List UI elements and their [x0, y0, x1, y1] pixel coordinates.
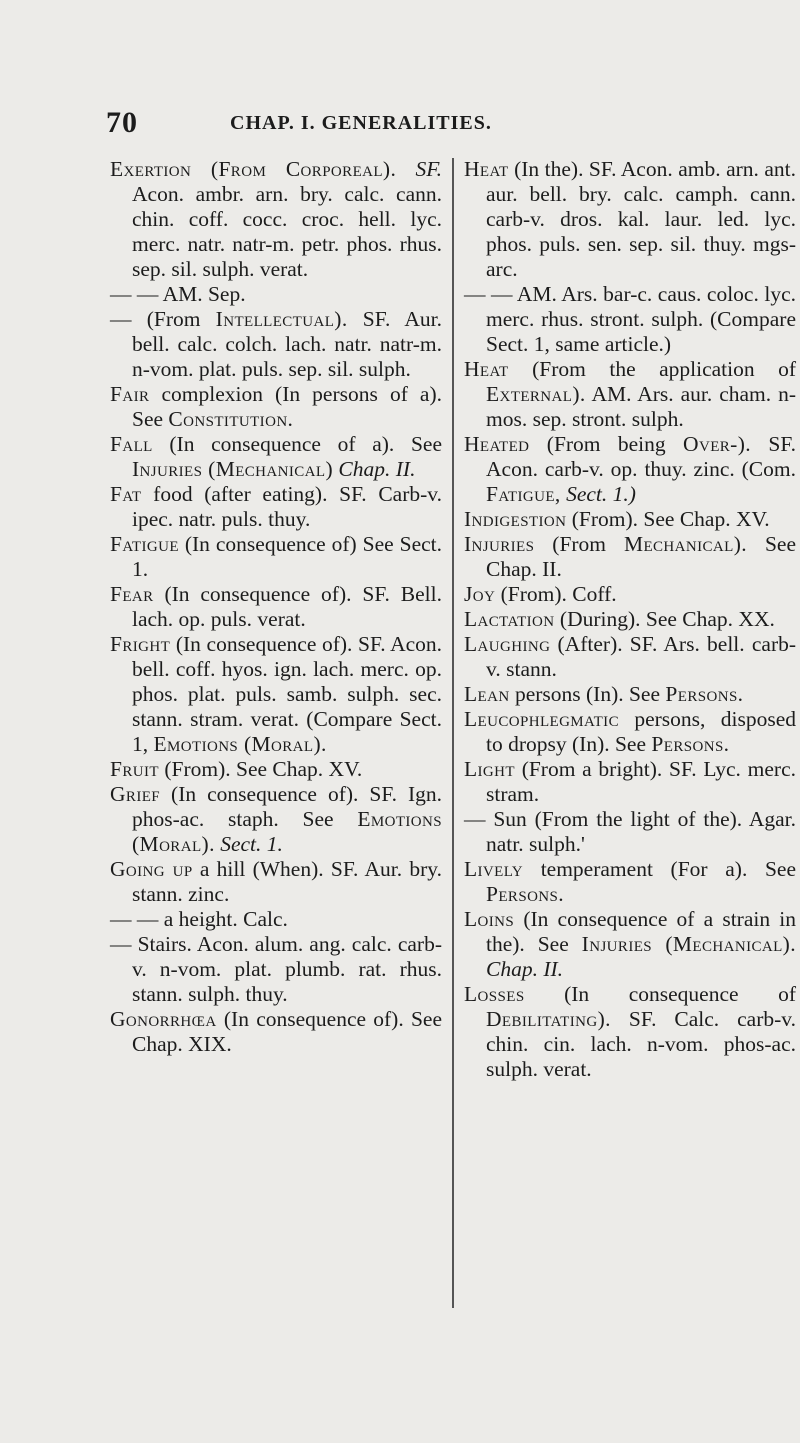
entry-body: (From being	[546, 432, 666, 456]
entry-body: (From the application of	[532, 357, 796, 381]
entry-heading: Fat	[110, 482, 142, 506]
entry-body: (From). See Chap. XV.	[571, 507, 770, 531]
entry-heading: Fair	[110, 382, 150, 406]
entry-body: — Sun (From the light of the). Agar. natr. sulph.'	[464, 807, 796, 856]
entry-heading: Laughing	[464, 632, 551, 656]
entry-body: (In consequence of). See Chap. XIX.	[132, 1007, 443, 1056]
entry-subheading: Mechanical).	[623, 532, 748, 556]
entry-leucophlegmatic	[464, 707, 796, 757]
entry-subheading: Over-).	[683, 432, 752, 456]
entry-body: (After). SF. Ars. bell. carb-v. stann.	[486, 632, 797, 681]
entry-indigestion	[464, 507, 796, 532]
chapter-reference: Chap. II.	[338, 457, 416, 481]
entry-subline	[110, 282, 442, 307]
section-reference: Sect. 1.)	[566, 482, 636, 506]
entry-subline	[464, 282, 796, 357]
entry-body: — — AM. Sep.	[110, 282, 246, 306]
entry-body: temperament (For a). See	[540, 857, 797, 881]
entry-lively	[464, 857, 796, 907]
entry-heading: Lactation	[464, 607, 555, 631]
entry-heading: Heat	[464, 357, 509, 381]
entry-body: (In consequence of	[564, 982, 797, 1006]
entry-body: — — AM. Ars. bar-c. caus. coloc. lyc. merc. rhus. stront. sulph. (Compare Sect. 1, same article.)	[464, 282, 796, 356]
entry-heading: Fright	[110, 632, 171, 656]
see-reference: Emotions (Moral).	[153, 732, 327, 756]
entry-grief	[110, 782, 442, 857]
right-column	[464, 157, 796, 1082]
entry-heading: Fear	[110, 582, 154, 606]
entry-heading: Grief	[110, 782, 161, 806]
entry-heading: Lively	[464, 857, 524, 881]
entry-heat	[464, 157, 796, 282]
entry-sf: SF.	[415, 157, 442, 181]
entry-body: AM. Ars. aur. cham. n-mos. sep. stront. sulph.	[486, 382, 796, 431]
entry-heading: Injuries	[464, 532, 535, 556]
entry-gonorrhoea	[110, 1007, 442, 1057]
entry-light	[464, 757, 796, 807]
entry-fright	[110, 632, 442, 757]
entry-body: (From a bright). SF. Lyc. merc. stram.	[486, 757, 796, 806]
entry-heading: Leucophlegmatic	[464, 707, 619, 731]
entry-heated	[464, 432, 796, 507]
entry-loins	[464, 907, 796, 982]
see-reference: Persons.	[665, 682, 744, 706]
entry-body: (During). See Chap. XX.	[559, 607, 775, 631]
entry-body: SF. Calc. carb-v. chin. cin. lach. n-vom. phos-ac. sulph. verat.	[486, 1007, 797, 1081]
entry-fall	[110, 432, 442, 482]
entry-body: (In consequence of). SF. Acon. bell. coff. hyos. ign. lach. merc. op. phos. plat. puls. samb. sulph. sec. stann. stram. verat. (Compare Sect. 1,	[132, 632, 443, 756]
entry-fatigue	[110, 532, 442, 582]
entry-subheading: External).	[486, 382, 586, 406]
chapter-reference: Chap. II.	[486, 957, 564, 981]
entry-body: — Stairs. Acon. alum. ang. calc. carb-v. n-vom. plat. plumb. rat. rhus. stann. sulph. thuy.	[110, 932, 442, 1006]
entry-body: SF. Acon. carb-v. op. thuy. zinc. (Com.	[486, 432, 796, 481]
see-reference: Emotions (Moral).	[132, 807, 442, 856]
section-reference: Sect. 1.	[220, 832, 283, 856]
entry-body: (From). Coff.	[500, 582, 617, 606]
entry-lactation	[464, 607, 796, 632]
entry-body: persons, disposed to dropsy (In). See	[486, 707, 796, 756]
entry-heading: Gonorrhœa	[110, 1007, 217, 1031]
entry-body: (In consequence of) See Sect. 1.	[132, 532, 442, 581]
entry-body: food (after eating). SF. Carb-v. ipec. natr. puls. thuy.	[132, 482, 443, 531]
entry-body: (In consequence of). SF. Bell. lach. op. puls. verat.	[132, 582, 443, 631]
entry-lean	[464, 682, 796, 707]
see-reference: Fatigue,	[486, 482, 561, 506]
page-number: 70	[106, 106, 138, 139]
entry-heat-application	[464, 357, 796, 432]
entry-body: complexion (In persons of a). See	[132, 382, 443, 431]
entry-heading: Losses	[464, 982, 525, 1006]
entry-body: (In consequence of). SF. Ign. phos-ac. staph. See	[132, 782, 442, 831]
entry-heading: Heated	[464, 432, 530, 456]
entry-fair	[110, 382, 442, 432]
see-reference: Constitution.	[168, 407, 294, 431]
entry-fat	[110, 482, 442, 532]
entry-heading: Intellectual).	[215, 307, 348, 331]
page-header	[106, 106, 746, 140]
column-divider	[452, 158, 454, 1308]
entry-body: See Chap. II.	[486, 532, 797, 581]
entry-subline	[464, 807, 796, 857]
entry-heading: Joy	[464, 582, 496, 606]
see-reference: Persons.	[651, 732, 730, 756]
see-reference: Injuries (Mechanical)	[132, 457, 334, 481]
entry-heading: Light	[464, 757, 515, 781]
entry-injuries	[464, 532, 796, 582]
entry-body: (From	[552, 532, 607, 556]
entry-laughing	[464, 632, 796, 682]
entry-fear	[110, 582, 442, 632]
entry-body: a hill (When). SF. Aur. bry. stann. zinc.	[132, 857, 442, 906]
entry-body: (In consequence of a). See	[169, 432, 442, 456]
entry-body: (From). See Chap. XV.	[164, 757, 363, 781]
entry-exertion-intellectual	[110, 307, 442, 382]
entry-losses	[464, 982, 796, 1082]
entry-subline	[110, 907, 442, 932]
entry-body: persons (In). See	[514, 682, 661, 706]
entry-heading: Heat	[464, 157, 509, 181]
entry-heading: Lean	[464, 682, 510, 706]
entry-exertion	[110, 157, 442, 282]
entry-subheading: Debilitating).	[486, 1007, 611, 1031]
see-reference: Injuries (Mechanical).	[581, 932, 796, 956]
entry-body: (In the). SF. Acon. amb. arn. ant. aur. bell. bry. calc. camph. cann. carb-v. dros. kal. laur. led. lyc. phos. puls. sen. sep. sil. thuy. mgs-arc.	[486, 157, 797, 281]
entry-heading: Exertion (From Corporeal).	[110, 157, 397, 181]
entry-body: — — a height. Calc.	[110, 907, 288, 931]
entry-body: — (From	[110, 307, 201, 331]
entry-heading: Indigestion	[464, 507, 567, 531]
entry-joy	[464, 582, 796, 607]
entry-heading: Fruit	[110, 757, 159, 781]
entry-heading: Loins	[464, 907, 515, 931]
entry-body: SF. Aur. bell. calc. colch. lach. natr. natr-m. n-vom. plat. puls. sep. sil. sulph.	[132, 307, 443, 381]
entry-going-up	[110, 857, 442, 907]
see-reference: Persons.	[486, 882, 565, 906]
entry-body: Acon. ambr. arn. bry. calc. cann. chin. coff. cocc. croc. hell. lyc. merc. natr. natr-m. petr. phos. rhus. sep. sil. sulph. verat.	[132, 182, 442, 281]
entry-heading: Fatigue	[110, 532, 179, 556]
entry-fruit	[110, 757, 442, 782]
entry-subline	[110, 932, 442, 1007]
running-head: CHAP. I. GENERALITIES.	[230, 112, 492, 134]
entry-heading: Fall	[110, 432, 153, 456]
left-column	[110, 157, 442, 1057]
entry-heading: Going up	[110, 857, 193, 881]
entry-body: (In consequence of a strain in the). See	[486, 907, 797, 956]
